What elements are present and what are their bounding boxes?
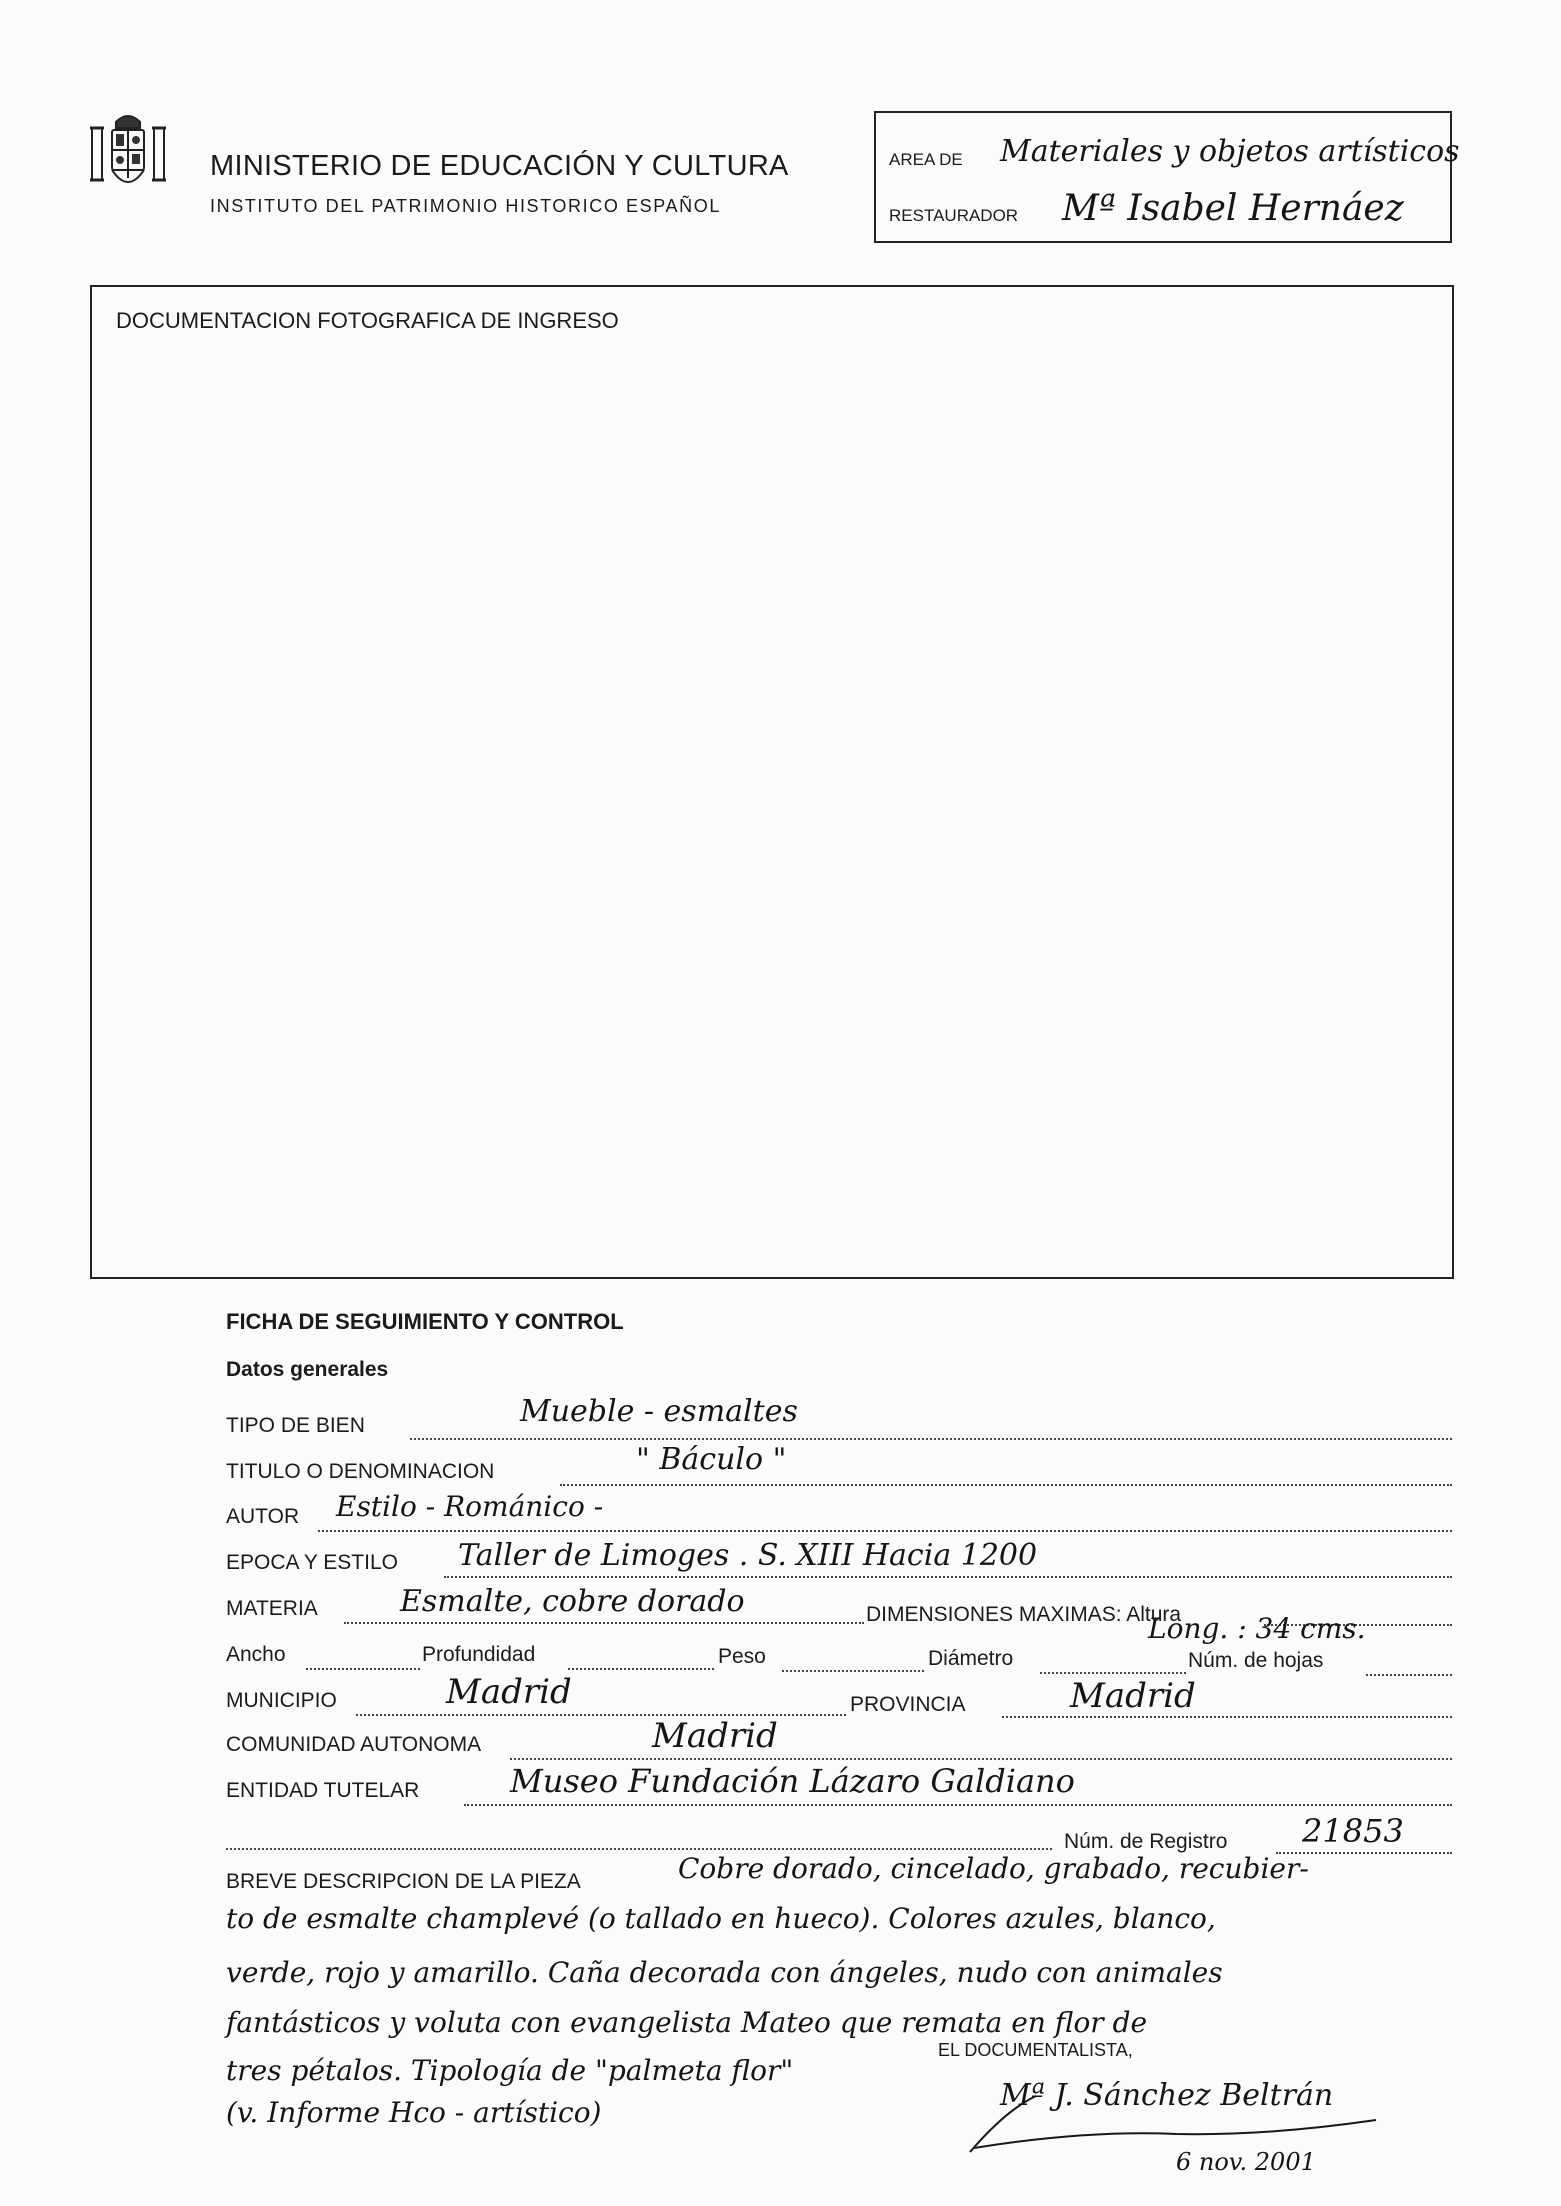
tipo-value: Mueble - esmaltes <box>520 1394 798 1429</box>
longitud-value: Long. : 34 cms. <box>1148 1612 1366 1645</box>
restaurador-label: RESTAURADOR <box>889 206 1019 225</box>
epoca-line <box>444 1576 1452 1578</box>
descripcion-line-2: to de esmalte champlevé (o tallado en hueco). Colores azules, blanco, <box>226 1902 1216 1935</box>
titulo-value: " Báculo " <box>636 1442 787 1477</box>
descripcion-line-4: fantásticos y voluta con evangelista Mateo que remata en flor de <box>226 2006 1148 2039</box>
signature-date: 6 nov. 2001 <box>1176 2148 1316 2176</box>
materia-value: Esmalte, cobre dorado <box>400 1584 745 1619</box>
entidad-label: ENTIDAD TUTELAR <box>226 1779 420 1802</box>
dimensiones-label: DIMENSIONES MAXIMAS: Altura <box>866 1603 1182 1626</box>
descripcion-line-1: Cobre dorado, cincelado, grabado, recubier- <box>678 1852 1309 1885</box>
epoca-label: EPOCA Y ESTILO <box>226 1551 398 1574</box>
municipio-label: MUNICIPIO <box>226 1689 337 1712</box>
tipo-line <box>410 1438 1452 1440</box>
photo-box-title: DOCUMENTACION FOTOGRAFICA DE INGRESO <box>116 308 619 333</box>
diametro-line <box>1040 1672 1186 1674</box>
peso-line <box>782 1670 924 1672</box>
descripcion-line-5: tres pétalos. Tipología de "palmeta flor" <box>226 2054 794 2087</box>
registro-value: 21853 <box>1302 1812 1404 1850</box>
diametro-label: Diámetro <box>928 1647 1014 1670</box>
comunidad-label: COMUNIDAD AUTONOMA <box>226 1733 482 1756</box>
documentalista-label: EL DOCUMENTALISTA, <box>938 2040 1133 2060</box>
provincia-value: Madrid <box>1070 1676 1196 1716</box>
materia-label: MATERIA <box>226 1597 318 1620</box>
ministry-name: MINISTERIO DE EDUCACIÓN Y CULTURA <box>210 150 789 182</box>
provincia-line <box>1002 1716 1452 1718</box>
descripcion-label: BREVE DESCRIPCION DE LA PIEZA <box>226 1870 581 1893</box>
hojas-label: Núm. de hojas <box>1188 1649 1324 1672</box>
registro-label: Núm. de Registro <box>1064 1830 1228 1853</box>
entidad-line <box>464 1804 1452 1806</box>
comunidad-line <box>510 1758 1452 1760</box>
provincia-label: PROVINCIA <box>850 1693 966 1716</box>
comunidad-value: Madrid <box>652 1716 778 1756</box>
area-label: AREA DE <box>889 150 963 169</box>
area-value: Materiales y objetos artísticos <box>1000 134 1460 169</box>
descripcion-line-6: (v. Informe Hco - artístico) <box>226 2096 602 2129</box>
municipio-value: Madrid <box>446 1672 572 1712</box>
section-title: Datos generales <box>226 1358 389 1381</box>
materia-line <box>344 1622 864 1624</box>
hojas-line <box>1366 1674 1452 1676</box>
ancho-label: Ancho <box>226 1643 286 1666</box>
form-title: FICHA DE SEGUIMIENTO Y CONTROL <box>226 1309 624 1334</box>
descripcion-line-3: verde, rojo y amarillo. Caña decorada con ángeles, nudo con animales <box>226 1956 1223 1989</box>
titulo-line <box>560 1484 1452 1486</box>
profundidad-label: Profundidad <box>422 1643 536 1666</box>
registro-line <box>226 1848 1052 1850</box>
restaurador-value: Mª Isabel Hernáez <box>1062 188 1404 229</box>
profundidad-line <box>568 1668 714 1670</box>
autor-line <box>318 1530 1452 1532</box>
epoca-value: Taller de Limoges . S. XIII Hacia 1200 <box>458 1538 1038 1573</box>
institute-name: INSTITUTO DEL PATRIMONIO HISTORICO ESPAÑOL <box>210 196 721 216</box>
documentalista-signature: Mª J. Sánchez Beltrán <box>1000 2078 1334 2113</box>
photo-documentation-box <box>90 285 1454 1279</box>
ancho-line <box>306 1668 420 1670</box>
autor-value: Estilo - Románico - <box>336 1490 604 1523</box>
coat-of-arms-icon <box>86 108 170 200</box>
autor-label: AUTOR <box>226 1505 300 1528</box>
entidad-value: Museo Fundación Lázaro Galdiano <box>510 1762 1075 1800</box>
peso-label: Peso <box>718 1645 766 1668</box>
titulo-label: TITULO O DENOMINACION <box>226 1460 495 1483</box>
tipo-label: TIPO DE BIEN <box>226 1414 365 1437</box>
